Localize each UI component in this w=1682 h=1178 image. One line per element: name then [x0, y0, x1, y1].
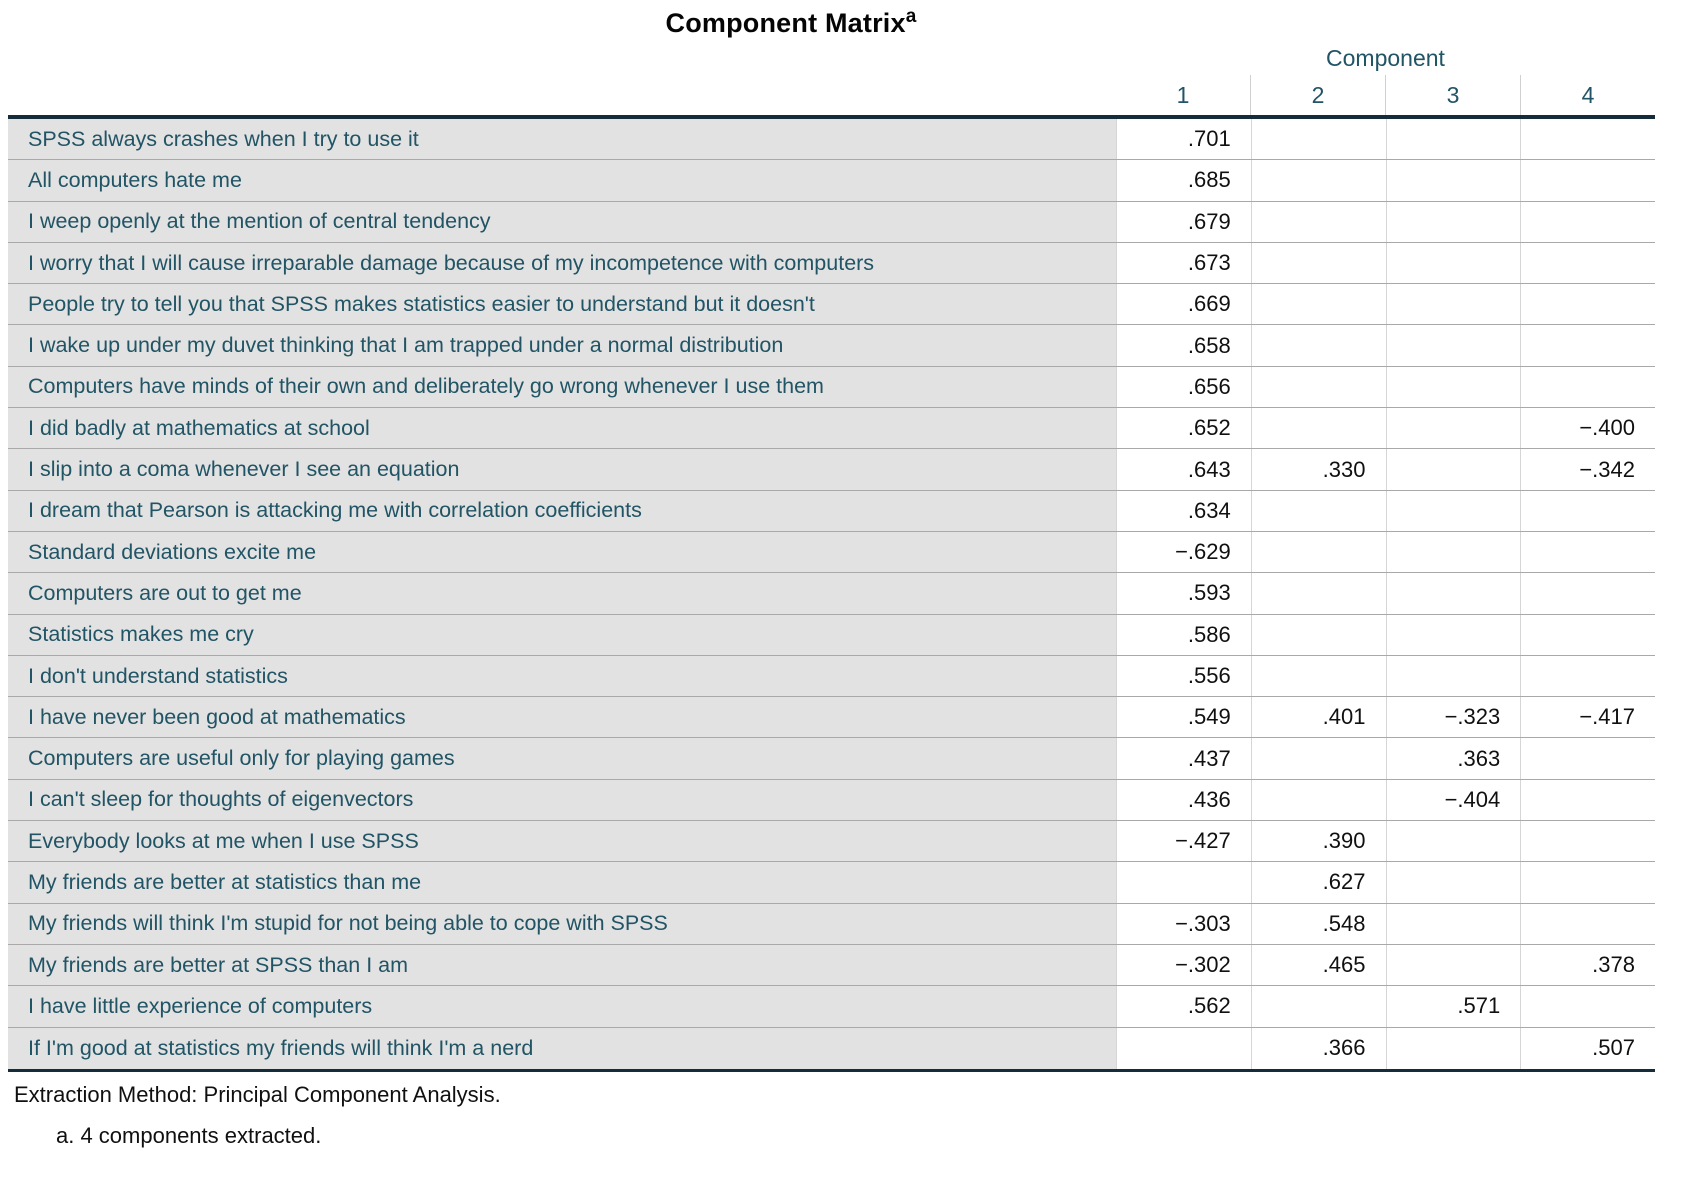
row-label: I wake up under my duvet thinking that I am trapped under a normal distribution — [8, 325, 1116, 365]
table-row — [8, 738, 1655, 779]
row-label: All computers hate me — [8, 160, 1116, 200]
cell-value — [1386, 284, 1521, 324]
table-row — [8, 573, 1655, 614]
cell-value: .390 — [1251, 821, 1386, 861]
cell-value — [1386, 160, 1521, 200]
cell-value: .673 — [1116, 243, 1251, 283]
column-header-1: 1 — [1176, 81, 1190, 108]
cell-value: .685 — [1116, 160, 1251, 200]
row-label: I can't sleep for thoughts of eigenvectors — [8, 780, 1116, 820]
cell-value — [1251, 986, 1386, 1026]
cell-value: .465 — [1251, 945, 1386, 985]
row-label: I slip into a coma whenever I see an equation — [8, 449, 1116, 489]
row-label: If I'm good at statistics my friends will think I'm a nerd — [8, 1028, 1116, 1069]
cell-value: .562 — [1116, 986, 1251, 1026]
row-label: SPSS always crashes when I try to use it — [8, 119, 1116, 159]
cell-value — [1386, 408, 1521, 448]
cell-value: .436 — [1116, 780, 1251, 820]
row-label: I weep openly at the mention of central tendency — [8, 202, 1116, 242]
row-label: I have never been good at mathematics — [8, 697, 1116, 737]
cell-value: .378 — [1520, 945, 1655, 985]
cell-value: .656 — [1116, 367, 1251, 407]
cell-value — [1520, 862, 1655, 902]
cell-value — [1386, 449, 1521, 489]
cell-value — [1251, 160, 1386, 200]
cell-value — [1386, 119, 1521, 159]
cell-value — [1520, 367, 1655, 407]
table-body — [8, 115, 1655, 1072]
column-header-2: 2 — [1250, 75, 1385, 115]
cell-value: −.400 — [1520, 408, 1655, 448]
cell-value — [1251, 119, 1386, 159]
cell-value: −.342 — [1520, 449, 1655, 489]
row-label: I don't understand statistics — [8, 656, 1116, 696]
cell-value: .571 — [1386, 986, 1521, 1026]
cell-value — [1386, 821, 1521, 861]
cell-value: .643 — [1116, 449, 1251, 489]
footnote-a: a. 4 components extracted. — [56, 1122, 322, 1148]
cell-value — [1520, 738, 1655, 778]
cell-value — [1386, 1028, 1521, 1069]
cell-value: −.427 — [1116, 821, 1251, 861]
cell-value — [1386, 532, 1521, 572]
table-header — [1116, 41, 1655, 115]
table-row — [8, 367, 1655, 408]
table-row — [8, 325, 1655, 366]
table-row — [8, 656, 1655, 697]
cell-value — [1251, 367, 1386, 407]
component-matrix-table — [8, 41, 1655, 1072]
cell-value: −.417 — [1520, 697, 1655, 737]
cell-value — [1386, 904, 1521, 944]
cell-value — [1251, 284, 1386, 324]
cell-value: .593 — [1116, 573, 1251, 613]
cell-value: .507 — [1520, 1028, 1655, 1069]
cell-value: −.302 — [1116, 945, 1251, 985]
column-headers — [1116, 75, 1655, 115]
row-label: People try to tell you that SPSS makes statistics easier to understand but it doesn't — [8, 284, 1116, 324]
cell-value: .679 — [1116, 202, 1251, 242]
cell-value — [1386, 243, 1521, 283]
cell-value — [1520, 904, 1655, 944]
row-label: My friends will think I'm stupid for not being able to cope with SPSS — [8, 904, 1116, 944]
cell-value — [1386, 573, 1521, 613]
table-row — [8, 243, 1655, 284]
cell-value: .669 — [1116, 284, 1251, 324]
cell-value: .330 — [1251, 449, 1386, 489]
table-row — [8, 945, 1655, 986]
cell-value: .658 — [1116, 325, 1251, 365]
cell-value — [1251, 573, 1386, 613]
cell-value — [1386, 367, 1521, 407]
cell-value — [1520, 821, 1655, 861]
cell-value: .556 — [1116, 656, 1251, 696]
cell-value — [1386, 862, 1521, 902]
cell-value — [1386, 945, 1521, 985]
title-footnote-marker: a — [905, 6, 917, 27]
cell-value — [1251, 202, 1386, 242]
table-row — [8, 986, 1655, 1027]
table-row — [8, 160, 1655, 201]
cell-value — [1520, 325, 1655, 365]
cell-value: .627 — [1251, 862, 1386, 902]
table-row — [8, 119, 1655, 160]
cell-value — [1251, 780, 1386, 820]
cell-value: −.629 — [1116, 532, 1251, 572]
cell-value — [1520, 119, 1655, 159]
column-header-3: 3 — [1385, 75, 1520, 115]
row-label: Standard deviations excite me — [8, 532, 1116, 572]
row-label: I did badly at mathematics at school — [8, 408, 1116, 448]
cell-value — [1251, 408, 1386, 448]
cell-value — [1520, 202, 1655, 242]
cell-value — [1251, 325, 1386, 365]
row-label: My friends are better at statistics than me — [8, 862, 1116, 902]
cell-value — [1386, 202, 1521, 242]
cell-value: −.404 — [1386, 780, 1521, 820]
cell-value: −.323 — [1386, 697, 1521, 737]
row-label: Computers are out to get me — [8, 573, 1116, 613]
table-row — [8, 615, 1655, 656]
cell-value — [1520, 491, 1655, 531]
component-group-header: Component — [1326, 45, 1445, 71]
table-row — [8, 821, 1655, 862]
cell-value — [1520, 780, 1655, 820]
cell-value: .701 — [1116, 119, 1251, 159]
cell-value — [1520, 532, 1655, 572]
cell-value — [1116, 862, 1251, 902]
cell-value: .401 — [1251, 697, 1386, 737]
table-row — [8, 491, 1655, 532]
table-row — [8, 697, 1655, 738]
cell-value — [1386, 325, 1521, 365]
cell-value — [1386, 491, 1521, 531]
cell-value — [1520, 160, 1655, 200]
table-row — [8, 780, 1655, 821]
row-label: Computers have minds of their own and deliberately go wrong whenever I use them — [8, 367, 1116, 407]
table-row — [8, 532, 1655, 573]
table-row — [8, 1028, 1655, 1069]
table-row — [8, 449, 1655, 490]
row-label: I dream that Pearson is attacking me with correlation coefficients — [8, 491, 1116, 531]
cell-value: .363 — [1386, 738, 1521, 778]
cell-value — [1520, 986, 1655, 1026]
row-label: My friends are better at SPSS than I am — [8, 945, 1116, 985]
cell-value — [1520, 573, 1655, 613]
cell-value — [1116, 1028, 1251, 1069]
cell-value — [1251, 615, 1386, 655]
cell-value: .634 — [1116, 491, 1251, 531]
cell-value — [1251, 738, 1386, 778]
row-label: Statistics makes me cry — [8, 615, 1116, 655]
cell-value: −.303 — [1116, 904, 1251, 944]
cell-value — [1251, 532, 1386, 572]
cell-value: .652 — [1116, 408, 1251, 448]
cell-value — [1386, 656, 1521, 696]
table-row — [8, 202, 1655, 243]
cell-value — [1520, 615, 1655, 655]
table-row — [8, 904, 1655, 945]
table-title — [0, 0, 1582, 39]
cell-value: .586 — [1116, 615, 1251, 655]
cell-value — [1520, 284, 1655, 324]
table-row — [8, 862, 1655, 903]
cell-value — [1251, 491, 1386, 531]
cell-value — [1386, 615, 1521, 655]
cell-value: .548 — [1251, 904, 1386, 944]
cell-value — [1251, 656, 1386, 696]
row-label: I have little experience of computers — [8, 986, 1116, 1026]
cell-value: .366 — [1251, 1028, 1386, 1069]
column-header-4: 4 — [1520, 75, 1655, 115]
row-label: I worry that I will cause irreparable damage because of my incompetence with computers — [8, 243, 1116, 283]
table-row — [8, 284, 1655, 325]
table-row — [8, 408, 1655, 449]
table-title-text: Component Matrix — [665, 8, 906, 38]
cell-value: .549 — [1116, 697, 1251, 737]
cell-value — [1251, 243, 1386, 283]
row-label: Computers are useful only for playing games — [8, 738, 1116, 778]
cell-value — [1520, 243, 1655, 283]
cell-value — [1520, 656, 1655, 696]
extraction-method-note: Extraction Method: Principal Component Analysis. — [14, 1081, 501, 1107]
row-label: Everybody looks at me when I use SPSS — [8, 821, 1116, 861]
cell-value: .437 — [1116, 738, 1251, 778]
